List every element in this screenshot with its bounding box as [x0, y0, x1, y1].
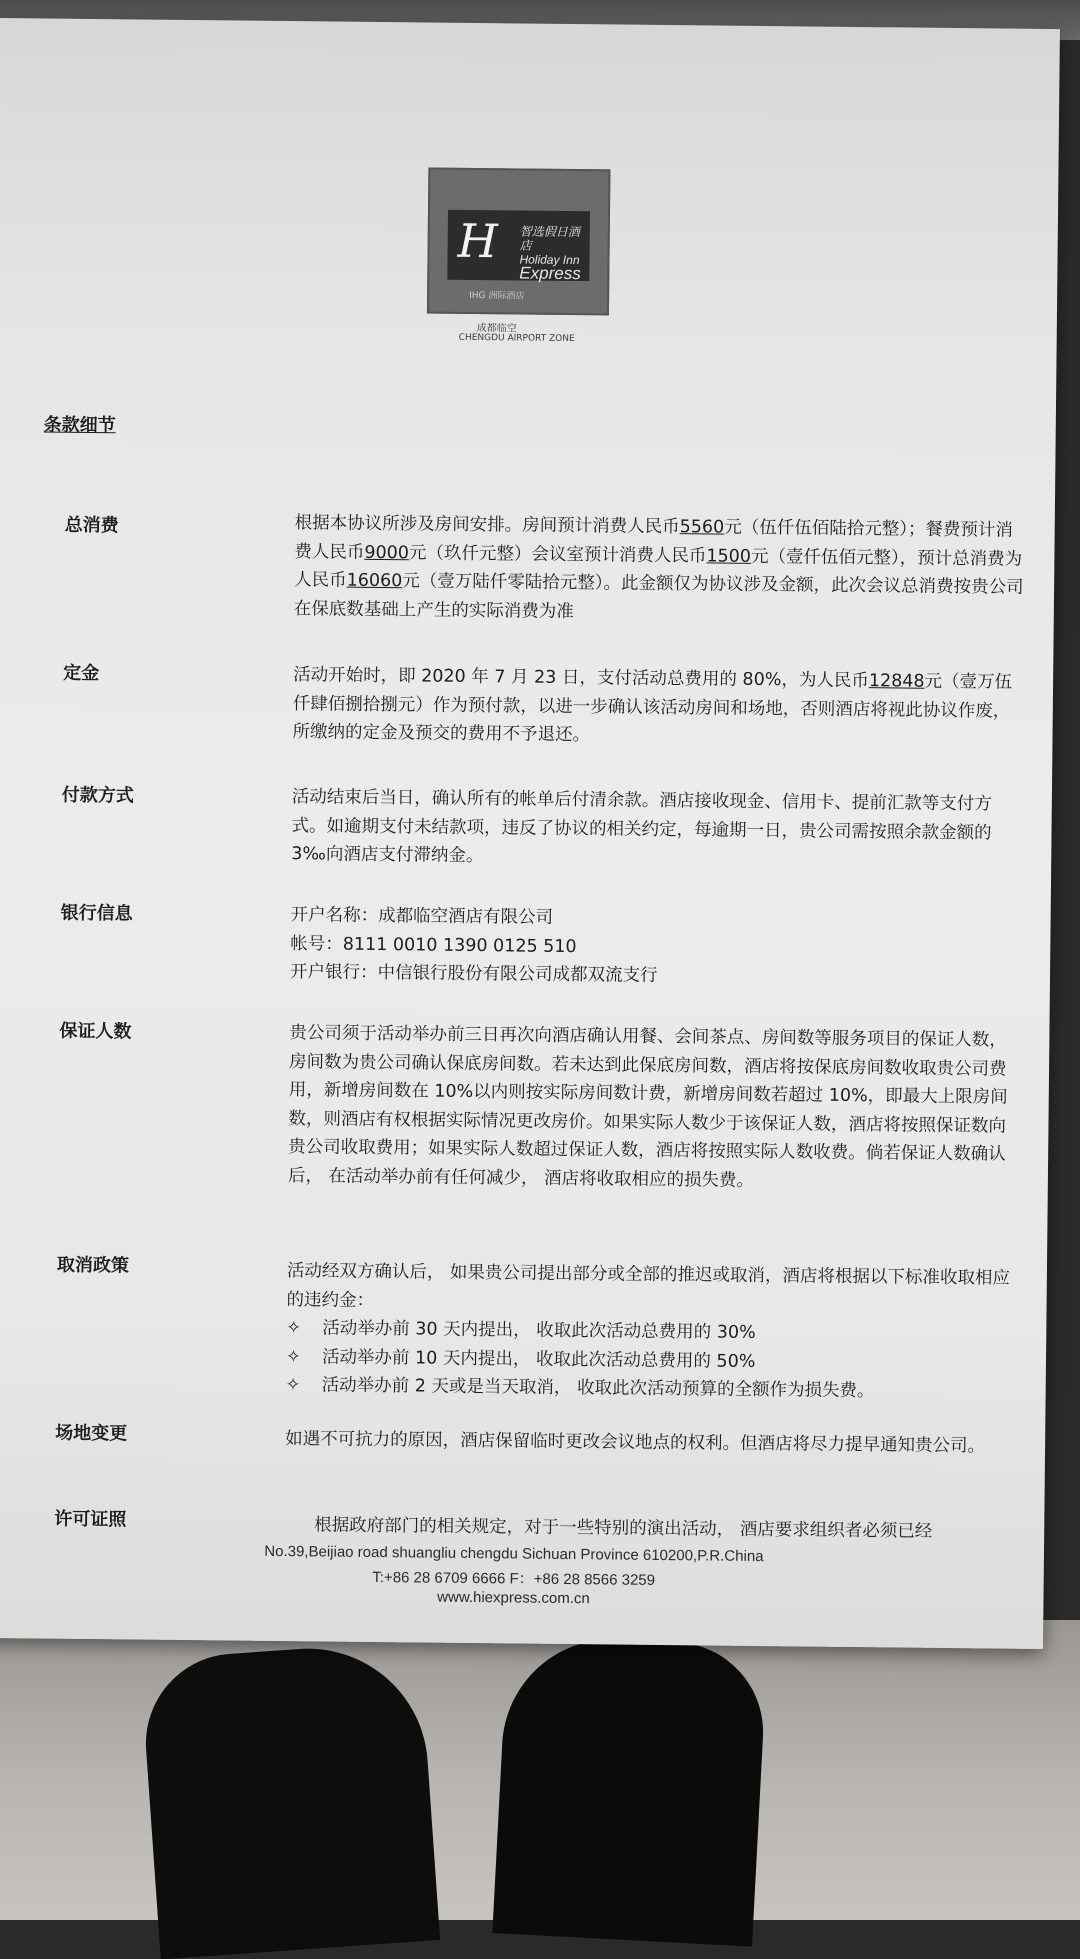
total-text-6: （壹仟伍佰元整），预计总消费为人民币 — [294, 546, 1023, 591]
label-payment: 付款方式 — [61, 784, 134, 807]
body-guarantee: 贵公司须于活动举办前三日再次向酒店确认用餐、会间茶点、房间数等服务项目的保证人数，房间数为贵公司确认保底房间数。若未达到此保底房间数，酒店将按保底房间数收取贵公司费用，新增房间数在 10%以内则按实际房间数计费，新增房间数若超过 10%，即最大上限房间数，则酒店有权根据实际情况更改房价。如果实际人数少于该保证人数，酒店将按照保证数向贵公司收取费用；如果实际人数超过保证人数，酒店将按照实际人数收费。倘若保证人数确认后， 在活动举办前有任何减少， 酒店将收取相应的损失费。 — [287, 1023, 1008, 1191]
logo-location-cn: 成都临空 — [476, 323, 517, 335]
body-license: 根据政府部门的相关规定，对于一些特别的演出活动， 酒店要求组织者必须已经 — [314, 1515, 933, 1542]
deposit-text-2: 元 — [924, 671, 943, 692]
total-meal-amount: 9000 — [364, 542, 410, 563]
total-room-amount: 5560 — [679, 517, 725, 538]
deposit-text-3: （壹万伍仟肆佰捌拾捌元）作为预付款，以进一步确认该活动房间和场地，否则酒店将视此协议作废，所缴纳的定金及预交的费用不予退还。 — [292, 671, 1013, 746]
cancel-bullet-2-text: 活动举办前 10 天内提出， 收取此次活动总费用的 50% — [321, 1346, 756, 1372]
left-shoe — [140, 1641, 440, 1959]
total-meeting-amount: 1500 — [706, 545, 752, 567]
bullet-icon: ✧ — [286, 1318, 302, 1339]
footer-phone: T:+86 28 6709 6666 F：+86 28 8566 3259 — [372, 1568, 656, 1589]
logo-location-en: CHENGDU AIRPORT ZONE — [458, 332, 575, 345]
body-total — [294, 509, 1025, 631]
logo-badge — [447, 210, 590, 284]
deposit-text-1: 活动开始时，即 2020 年 7 月 23 日，支付活动总费用的 80%，为人民币 — [293, 665, 869, 692]
cancel-bullet-1-text: 活动举办前 30 天内提出， 收取此次活动总费用的 30% — [322, 1318, 756, 1343]
bullet-icon: ✧ — [285, 1375, 301, 1396]
logo-tagline: IHG 洲际酒店 — [469, 290, 525, 302]
total-text-4: 元（玖仟元整）会议室预计消费人民币 — [408, 542, 707, 566]
total-text-1: 根据本协议所涉及房间安排。房间预计消费人民币 — [294, 513, 680, 538]
total-text-5: 元 — [750, 546, 769, 567]
label-deposit: 定金 — [63, 662, 100, 685]
label-total: 总消费 — [64, 514, 119, 537]
label-bank: 银行信息 — [60, 902, 133, 925]
label-guarantee: 保证人数 — [59, 1020, 132, 1043]
section-heading: 条款细节 — [43, 414, 116, 437]
total-text-2: 元（伍仟伍佰陆拾元 — [724, 517, 882, 540]
deposit-amount: 12848 — [868, 671, 925, 692]
logo-line2: Express — [519, 263, 581, 284]
body-cancel — [286, 1257, 1017, 1407]
total-text-7: 元（壹万陆仟零陆拾元整）。此金额仅为协议涉及金额，此次会议总消费按贵公司在保底数基础上产生的实际消费为准 — [293, 571, 1024, 622]
bank-account-name: 开户名称：成都临空酒店有限公司 — [290, 905, 554, 928]
bullet-icon: ✧ — [285, 1346, 301, 1367]
right-shoe — [492, 1633, 767, 1946]
total-text-3: 整）；餐费预计消费人民币 — [294, 519, 1014, 563]
paper-sheet — [0, 18, 1060, 1649]
body-bank — [290, 901, 1021, 994]
logo-mark: H — [457, 213, 495, 269]
label-cancel: 取消政策 — [56, 1254, 130, 1277]
body-deposit — [292, 661, 1023, 754]
bank-account-number: 帐号：8111 0010 1390 0125 510 — [290, 933, 577, 957]
cancel-intro: 活动经双方确认后， 如果贵公司提出部分或全部的推迟或取消，酒店将根据以下标准收取相应的违约金： — [286, 1261, 1011, 1311]
body-payment: 活动结束后当日，确认所有的帐单后付清余款。酒店接收现金、信用卡、提前汇款等支付方式。如逾期支付未结款项，违反了协议的相关约定，每逾期一日，贵公司需按照余款金额的 3‰向酒店支付滞纳金。 — [291, 787, 992, 867]
footer-address: No.39,Beijiao road shuangliu chengdu Sichuan Province 610200,P.R.China — [264, 1542, 764, 1566]
logo-cn-brand: 智选假日酒店 — [519, 224, 580, 253]
logo-wordmark — [519, 224, 590, 284]
total-sum-amount: 16060 — [346, 570, 403, 592]
body-venue: 如遇不可抗力的原因，酒店保留临时更改会议地点的权利。但酒店将尽力提早通知贵公司。 — [285, 1429, 986, 1457]
label-venue: 场地变更 — [55, 1422, 128, 1445]
footer-website: www.hiexpress.com.cn — [437, 1588, 590, 1608]
bank-branch: 开户银行：中信银行股份有限公司成都双流支行 — [289, 962, 658, 986]
hotel-logo — [427, 167, 611, 315]
label-license: 许可证照 — [54, 1508, 127, 1531]
logo-line1: Holiday Inn — [519, 252, 580, 268]
cancel-bullet-3-text: 活动举办前 2 天或是当天取消， 收取此次活动预算的全额作为损失费。 — [321, 1375, 875, 1402]
